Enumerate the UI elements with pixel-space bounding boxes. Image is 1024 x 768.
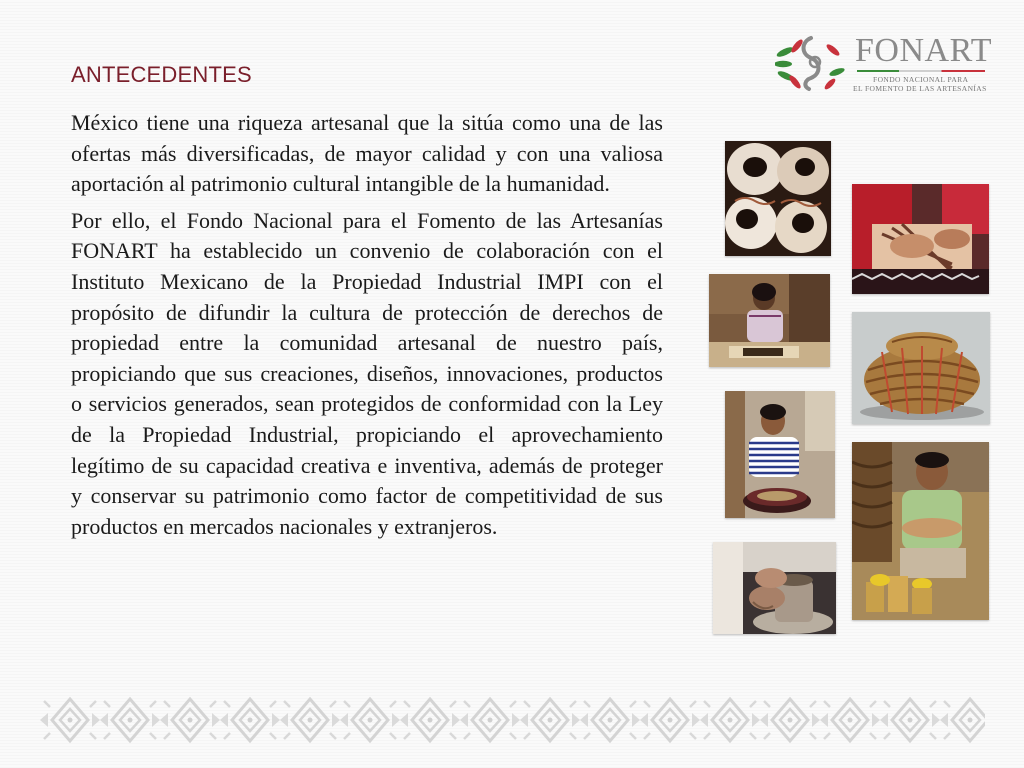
logo-tricolor-rule [857,70,985,72]
logo-subtitle-line1: FONDO NACIONAL PARA [873,75,969,84]
slide-title: ANTECEDENTES [71,62,252,87]
fonart-emblem-icon [775,32,847,92]
photo-woven-basket [852,312,990,424]
logo-subtitle-line2: EL FOMENTO DE LAS ARTESANÍAS [853,84,987,93]
footer-pattern-band [40,695,985,745]
slide-body [71,108,663,548]
logo-wordmark: FONART [855,32,992,69]
photo-clay-pots [725,141,831,256]
photo-artisan-striped-shirt [725,391,835,518]
photo-woman-artisan [709,274,830,367]
photo-weaving-hands [852,184,989,294]
fonart-logo [775,30,995,94]
paragraph-2: Por ello, el Fondo Nacional para el Fomento de las Artesanías FONART ha establecido un convenio de colaboración con el Instituto Mexicano de la Propiedad Industrial IMPI con el propósito de difundir la cultura de protección de derechos de propiedad entre la comunidad artesanal de nuestro país, propiciando que sus creaciones, diseños, innovaciones, productos o servicios generados, sean protegidos de conformidad con la Ley de la Propiedad Industrial, propiciando el aprovechamiento legítimo de su capacidad creativa e inventiva, además de proteger y conservar su patrimonio como factor de competitividad de sus productos en mercados nacionales y extranjeros. [71,207,663,539]
photo-man-weaving [852,442,989,620]
photo-hands-clay [713,542,836,634]
paragraph-1: México tiene una riqueza artesanal que la sitúa como una de las ofertas más diversificadas, de mayor calidad y con una valiosa aportación al patrimonio cultural intangible de la humanidad. [71,110,663,197]
